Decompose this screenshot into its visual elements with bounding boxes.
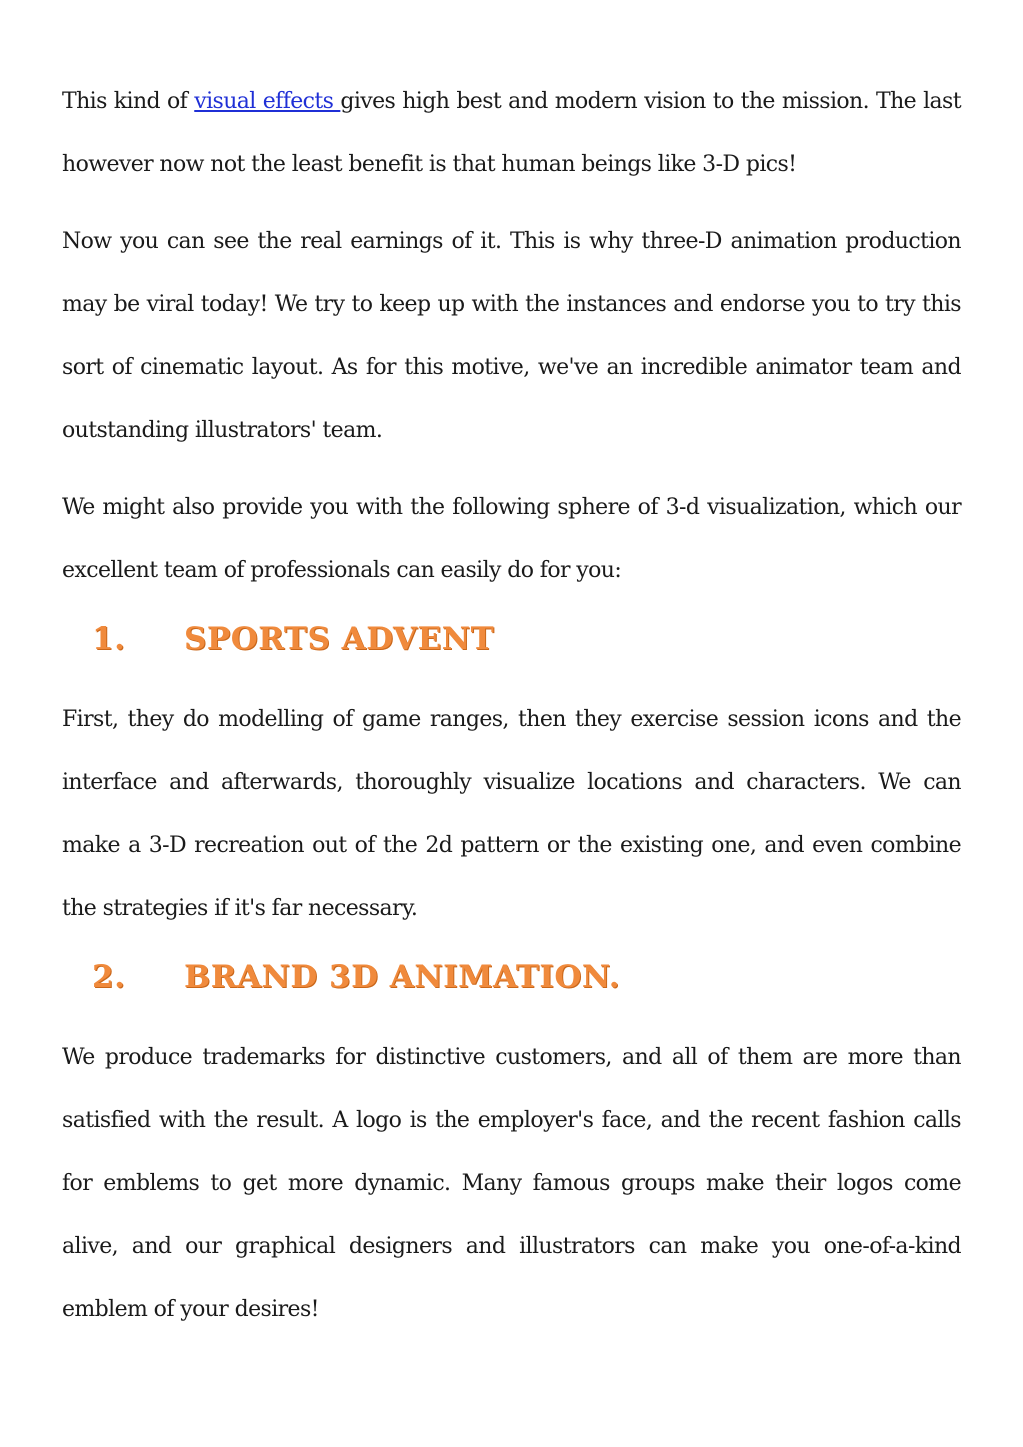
paragraph-brand-animation <box>62 1026 961 1341</box>
heading-number: 1. <box>92 621 126 657</box>
paragraph-text: Now you can see the real earnings of it. This is why three-D animation production may be viral today! We try to keep up with the instances and endorse you to try this sort of cinematic layout. As for this motive, we've an incredible animator team and outstanding illustrators' team. <box>62 229 961 443</box>
paragraph-text: First, they do modelling of game ranges, then they exercise session icons and the interface and afterwards, thoroughly visualize locations and characters. We can make a 3-D recreation out of the 2d pattern or the existing one, and even combine the strategies if it's far necessary. <box>62 707 961 921</box>
heading-brand-animation <box>92 952 620 1002</box>
paragraph-visualization-intro <box>62 476 961 602</box>
paragraph-visual-effects <box>62 70 961 196</box>
heading-number: 2. <box>92 959 126 995</box>
paragraph-text: We produce trademarks for distinctive customers, and all of them are more than satisfied with the result. A logo is the employer's face, and the recent fashion calls for emblems to get more dynamic. Many famous groups make their logos come alive, and our graphical designers and illustrators can make you one-of-a-kind emblem of your desires! <box>62 1045 961 1322</box>
paragraph-earnings <box>62 210 961 462</box>
paragraph-text: This kind of <box>62 89 195 114</box>
visual-effects-link[interactable]: visual effects <box>194 89 341 114</box>
heading-title: BRAND 3D ANIMATION. <box>184 959 621 995</box>
heading-sports-advent <box>92 614 494 664</box>
paragraph-sports-advent <box>62 688 961 940</box>
paragraph-text: We might also provide you with the following sphere of 3-d visualization, which our excellent team of professionals can easily do for you: <box>62 495 961 583</box>
heading-title: SPORTS ADVENT <box>184 621 495 657</box>
paragraph-text: gives high best and modern vision to the mission. The last however now not the least benefit is that human beings like 3-D pics! <box>62 89 961 177</box>
